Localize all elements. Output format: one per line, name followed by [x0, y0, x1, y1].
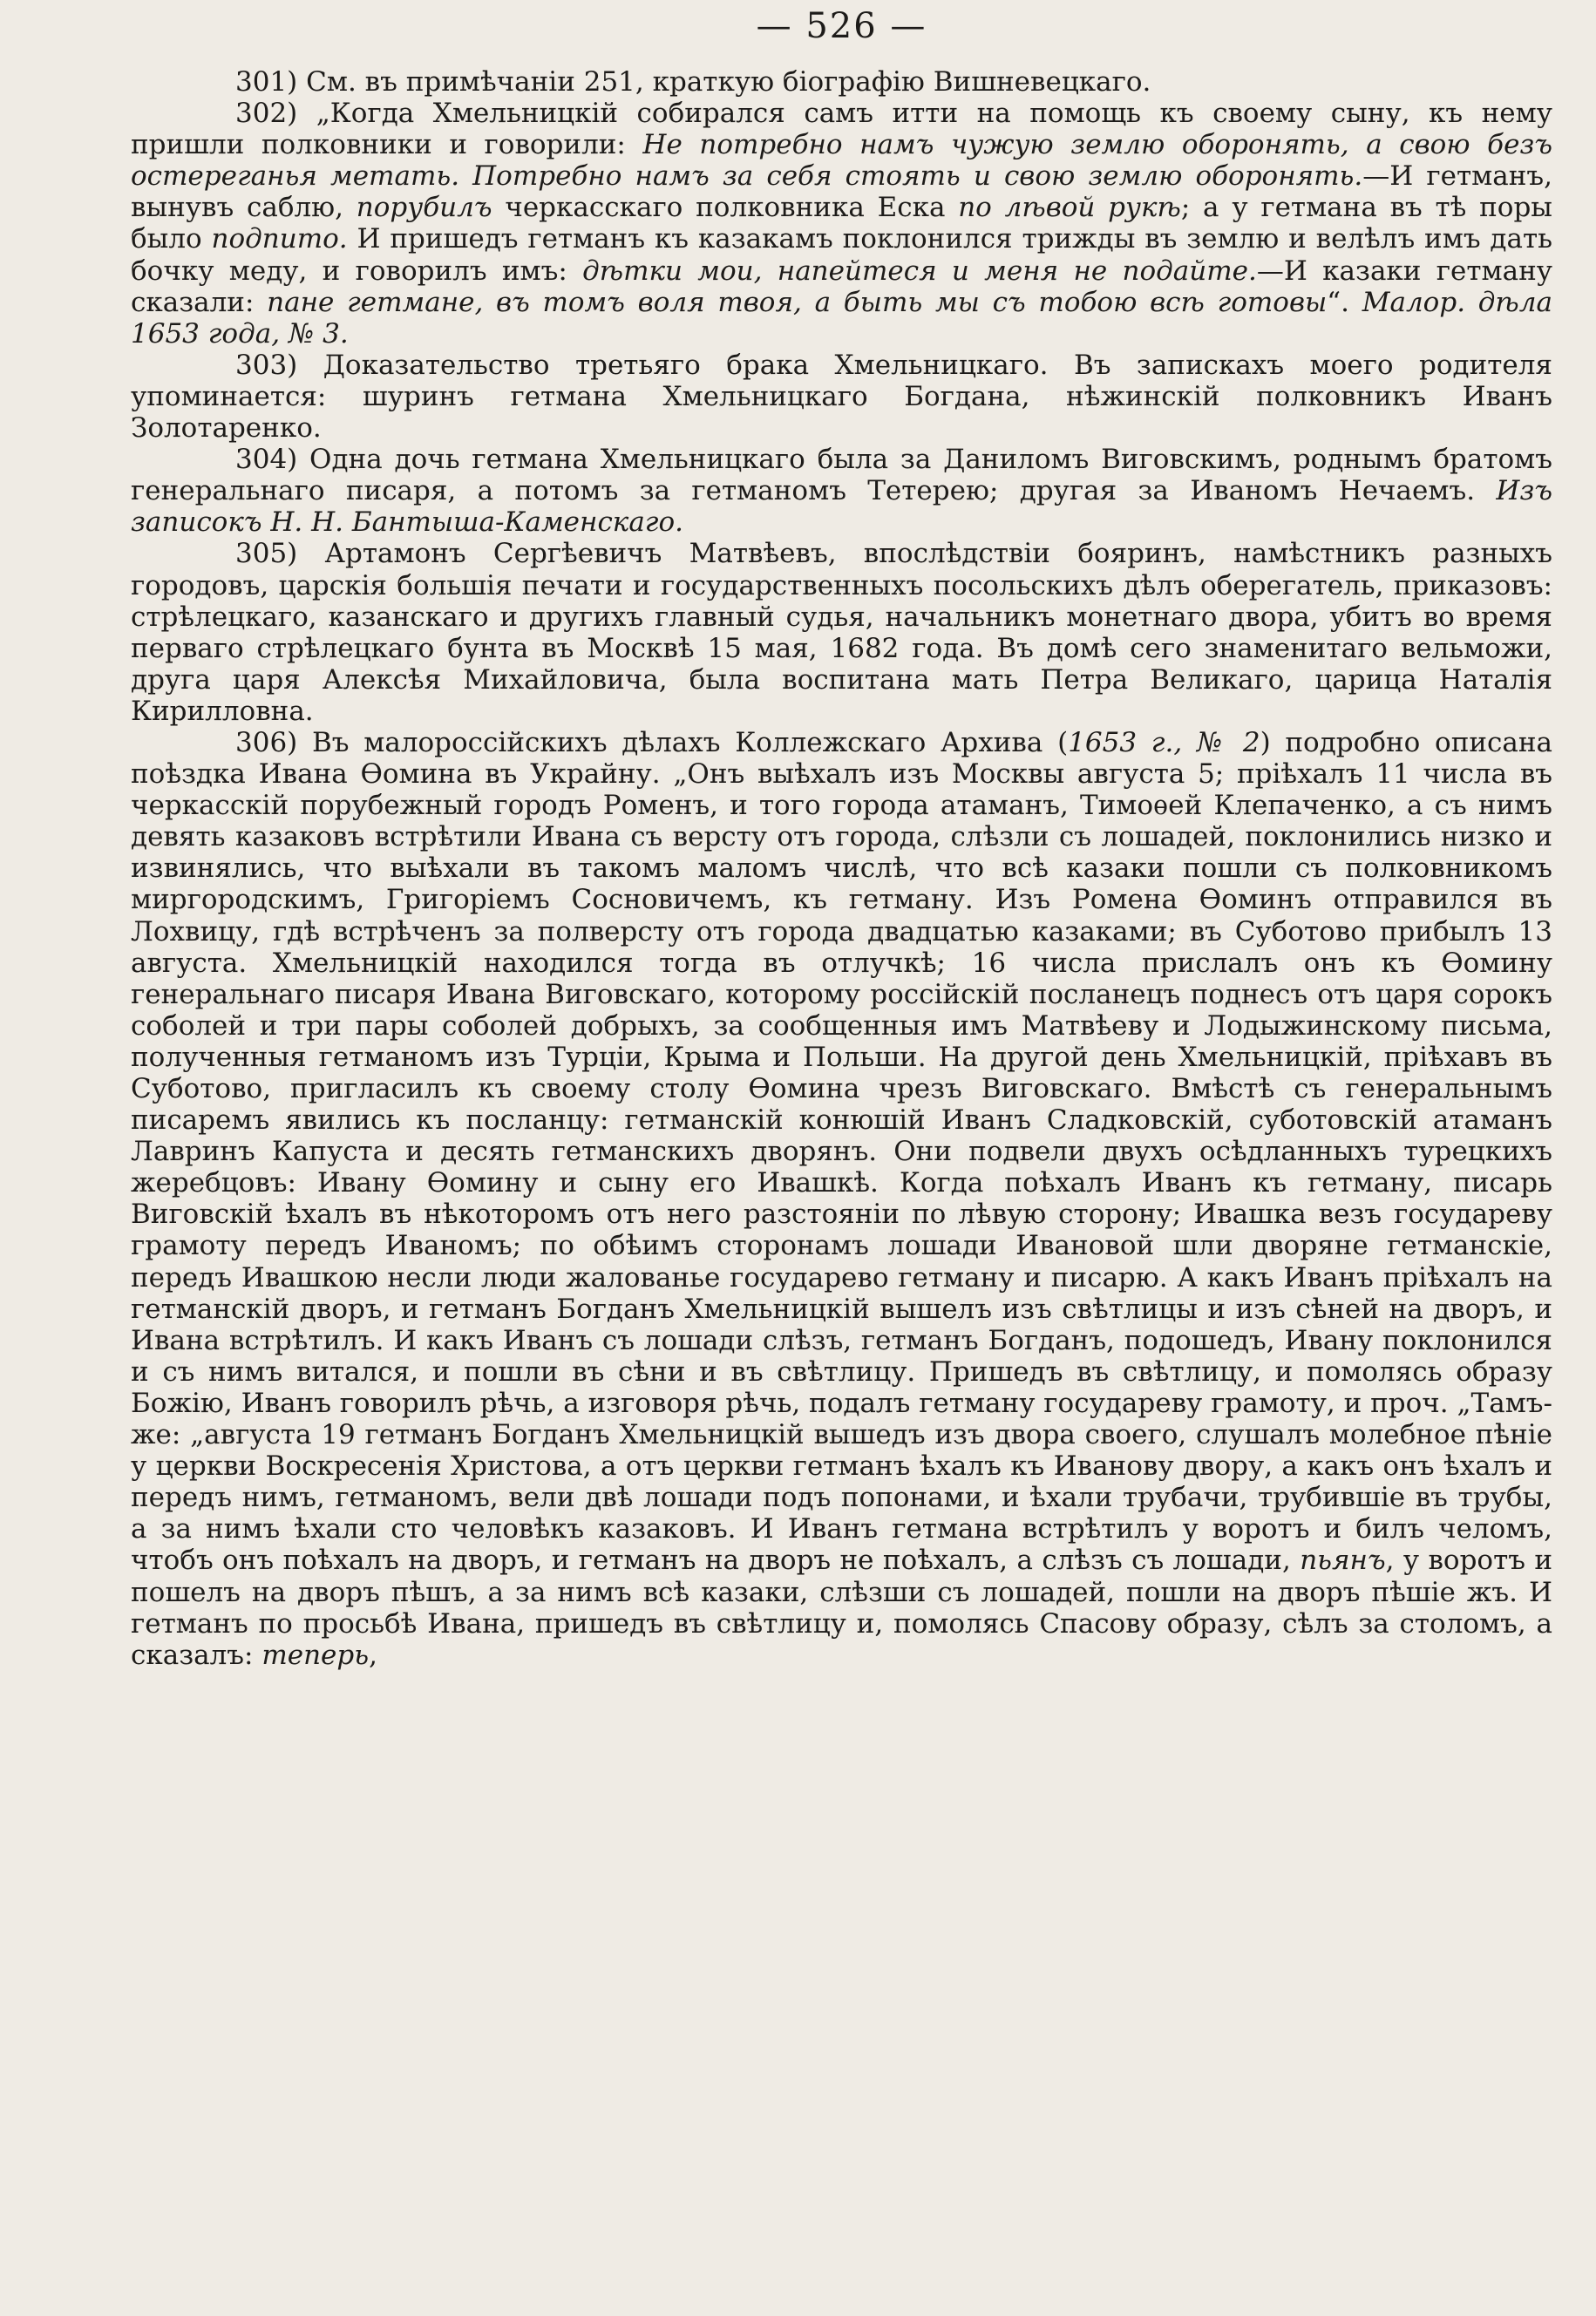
italic-run: Изъ записокъ Н. Н. Бантыша-Каменскаго. — [131, 475, 1552, 539]
italic-run: пане гетмане, въ томъ воля твоя, а быть мы съ тобою всѣ готовы — [267, 286, 1328, 318]
endnote-301 — [131, 66, 1552, 98]
text-run: “. — [1327, 286, 1362, 318]
endnotes — [131, 66, 1552, 1671]
italic-run: дѣтки мои, напейтеся и меня не подайте. — [582, 255, 1257, 287]
text-run: ) подробно описана поѣздка Ивана Ѳомина въ Украйну. „Онъ выѣхалъ изъ Москвы августа 5; пріѣхалъ 11 числа въ черкасскій порубежный городъ Роменъ, и того города атаманъ, Тимоѳей Клепаченко, а съ нимъ девять казаковъ встрѣтили Ивана съ версту отъ города, слѣзли съ лошадей, поклонились низко и извинялись, что выѣхали въ такомъ маломъ числѣ, что всѣ казаки пошли съ полковникомъ миргородскимъ, Григоріемъ Сосновичемъ, къ гетману. Изъ Ромена Ѳоминъ отправился въ Лохвицу, гдѣ встрѣченъ за полверсту отъ города двадцатью казаками; въ Суботово прибылъ 13 августа. Хмельницкій находился тогда въ отлучкѣ; 16 числа прислалъ онъ къ Ѳомину генеральнаго писаря Ивана Виговскаго, которому россійскій посланецъ поднесъ отъ царя сорокъ соболей и три пары соболей добрыхъ, за сообщенныя имъ Матвѣеву и Лодыжинскому письма, полученныя гетманомъ изъ Турціи, Крыма и Польши. На другой день Хмельницкій, пріѣхавъ въ Суботово, пригласилъ къ своему столу Ѳомина чрезъ Виговскаго. Вмѣстѣ съ генеральнымъ писаремъ явились къ посланцу: гетманскій конюшій Иванъ Сладковскій, суботовскій атаманъ Лавринъ Капуста и десять гетманскихъ дворянъ. Они подвели двухъ осѣдланныхъ турецкихъ жеребцовъ: Ивану Ѳомину и сыну его Ивашкѣ. Когда поѣхалъ Иванъ къ гетману, писарь Виговскій ѣхалъ въ нѣкоторомъ отъ него разстояніи по лѣвую сторону; Ивашка везъ государеву грамоту передъ Иваномъ; по обѣимъ сторонамъ лошади Ивановой шли дворяне гетманскіе, передъ Ивашкою несли люди жалованье государево гетману и писарю. А какъ Иванъ пріѣхалъ на гетманскій дворъ, и гетманъ Богданъ Хмельницкій вышелъ изъ свѣтлицы и изъ сѣней на дворъ, и Ивана встрѣтилъ. И какъ Иванъ съ лошади слѣзъ, гетманъ Богданъ, подошедъ, Ивану поклонился и съ нимъ витался, и пошли въ сѣни и въ свѣтлицу. Пришедъ въ свѣтлицу, и помолясь образу Божію, Иванъ говорилъ рѣчь, а изговоря рѣчь, подалъ гетману государеву грамоту, и проч. „Тамъ-же: „августа 19 гетманъ Богданъ Хмельницкій вышедъ изъ двора своего, слушалъ молебное пѣніе у церкви Воскресенія Христова, а отъ церкви гетманъ ѣхалъ къ Иванову двору, а какъ онъ ѣхалъ и передъ нимъ, гетманомъ, вели двѣ лошади подъ попонами, и ѣхали трубачи, трубившіе въ трубы, а за нимъ ѣхали сто человѣкъ казаковъ. И Иванъ гетмана встрѣтилъ у воротъ и билъ челомъ, чтобъ онъ поѣхалъ на дворъ, и гетманъ на дворъ не поѣхалъ, а слѣзъ съ лошади, — [131, 726, 1553, 1577]
endnote-305 — [131, 538, 1552, 727]
endnote-303 — [131, 350, 1552, 444]
text-run: , — [369, 1639, 377, 1671]
text-run: —И гетманъ, вынувъ саблю, — [131, 160, 1552, 224]
text-run: черкасскаго полковника Еска — [492, 192, 959, 224]
page-number: — 526 — — [756, 6, 927, 46]
text-run: 306) Въ малороссійскихъ дѣлахъ Коллежскаго Архива ( — [235, 726, 1069, 758]
endnote-304 — [131, 444, 1552, 538]
text-run: 301) См. въ примѣчаніи 251, краткую біографію Вишневецкаго. — [235, 66, 1151, 98]
endnote-306 — [131, 727, 1552, 1671]
italic-run: по лѣвой рукѣ — [958, 192, 1181, 224]
text-run: 303) Доказательство третьяго брака Хмельницкаго. Въ запискахъ моего родителя упоминается: шуринъ гетмана Хмельницкаго Богдана, нѣжинскій полковникъ Иванъ Золотаренко. — [131, 349, 1552, 445]
italic-run: порубилъ — [356, 192, 492, 224]
italic-run: пьянъ — [1300, 1545, 1386, 1577]
text-run: 302) „Когда Хмельницкій собирался самъ итти на помощь къ своему сыну, къ нему пришли полковники и говорили: — [131, 98, 1552, 161]
italic-run: Не потребно намъ чужую землю оборонять, а свою безъ остереганья метать. Потребно намъ за себя стоять и свою землю оборонять. — [131, 129, 1552, 193]
italic-run: теперь — [261, 1639, 370, 1671]
text-run: —И казаки гетману сказали: — [131, 255, 1552, 318]
endnote-302 — [131, 98, 1552, 350]
text-run: , у воротъ и пошелъ на дворъ пѣшъ, а за нимъ всѣ казаки, слѣзши съ лошадей, пошли на дворъ пѣшіе жъ. И гетманъ по просьбѣ Ивана, пришедъ въ свѣтлицу и, помолясь Спасову образу, сѣлъ за столомъ, а сказалъ: — [131, 1545, 1552, 1671]
text-run: 304) Одна дочь гетмана Хмельницкаго была за Даниломъ Виговскимъ, роднымъ братомъ генеральнаго писаря, а потомъ за гетманомъ Тетерею; другая за Иваномъ Нечаемъ. — [131, 444, 1552, 507]
italic-run: Малор. дѣла 1653 года, № 3. — [131, 286, 1552, 350]
text-run: И пришедъ гетманъ къ казакамъ поклонился трижды въ землю и велѣлъ имъ дать бочку меду, и говорилъ имъ: — [131, 223, 1552, 287]
italic-run: 1653 г., № 2 — [1068, 726, 1260, 758]
text-run: 305) Артамонъ Сергѣевичъ Матвѣевъ, впослѣдствіи бояринъ, намѣстникъ разныхъ городовъ, царскія большія печати и государственныхъ посольскихъ дѣлъ оберегатель, приказовъ: стрѣлецкаго, казанскаго и другихъ главный судья, начальникъ монетнаго двора, убитъ во время перваго стрѣлецкаго бунта въ Москвѣ 15 мая, 1682 года. Въ домѣ сего знаменитаго вельможи, друга царя Алексѣя Михайловича, была воспитана мать Петра Великаго, царица Наталія Кирилловна. — [131, 538, 1552, 727]
text-run: ; а у гетмана въ тѣ поры было — [131, 192, 1552, 255]
italic-run: подпито. — [211, 223, 348, 255]
